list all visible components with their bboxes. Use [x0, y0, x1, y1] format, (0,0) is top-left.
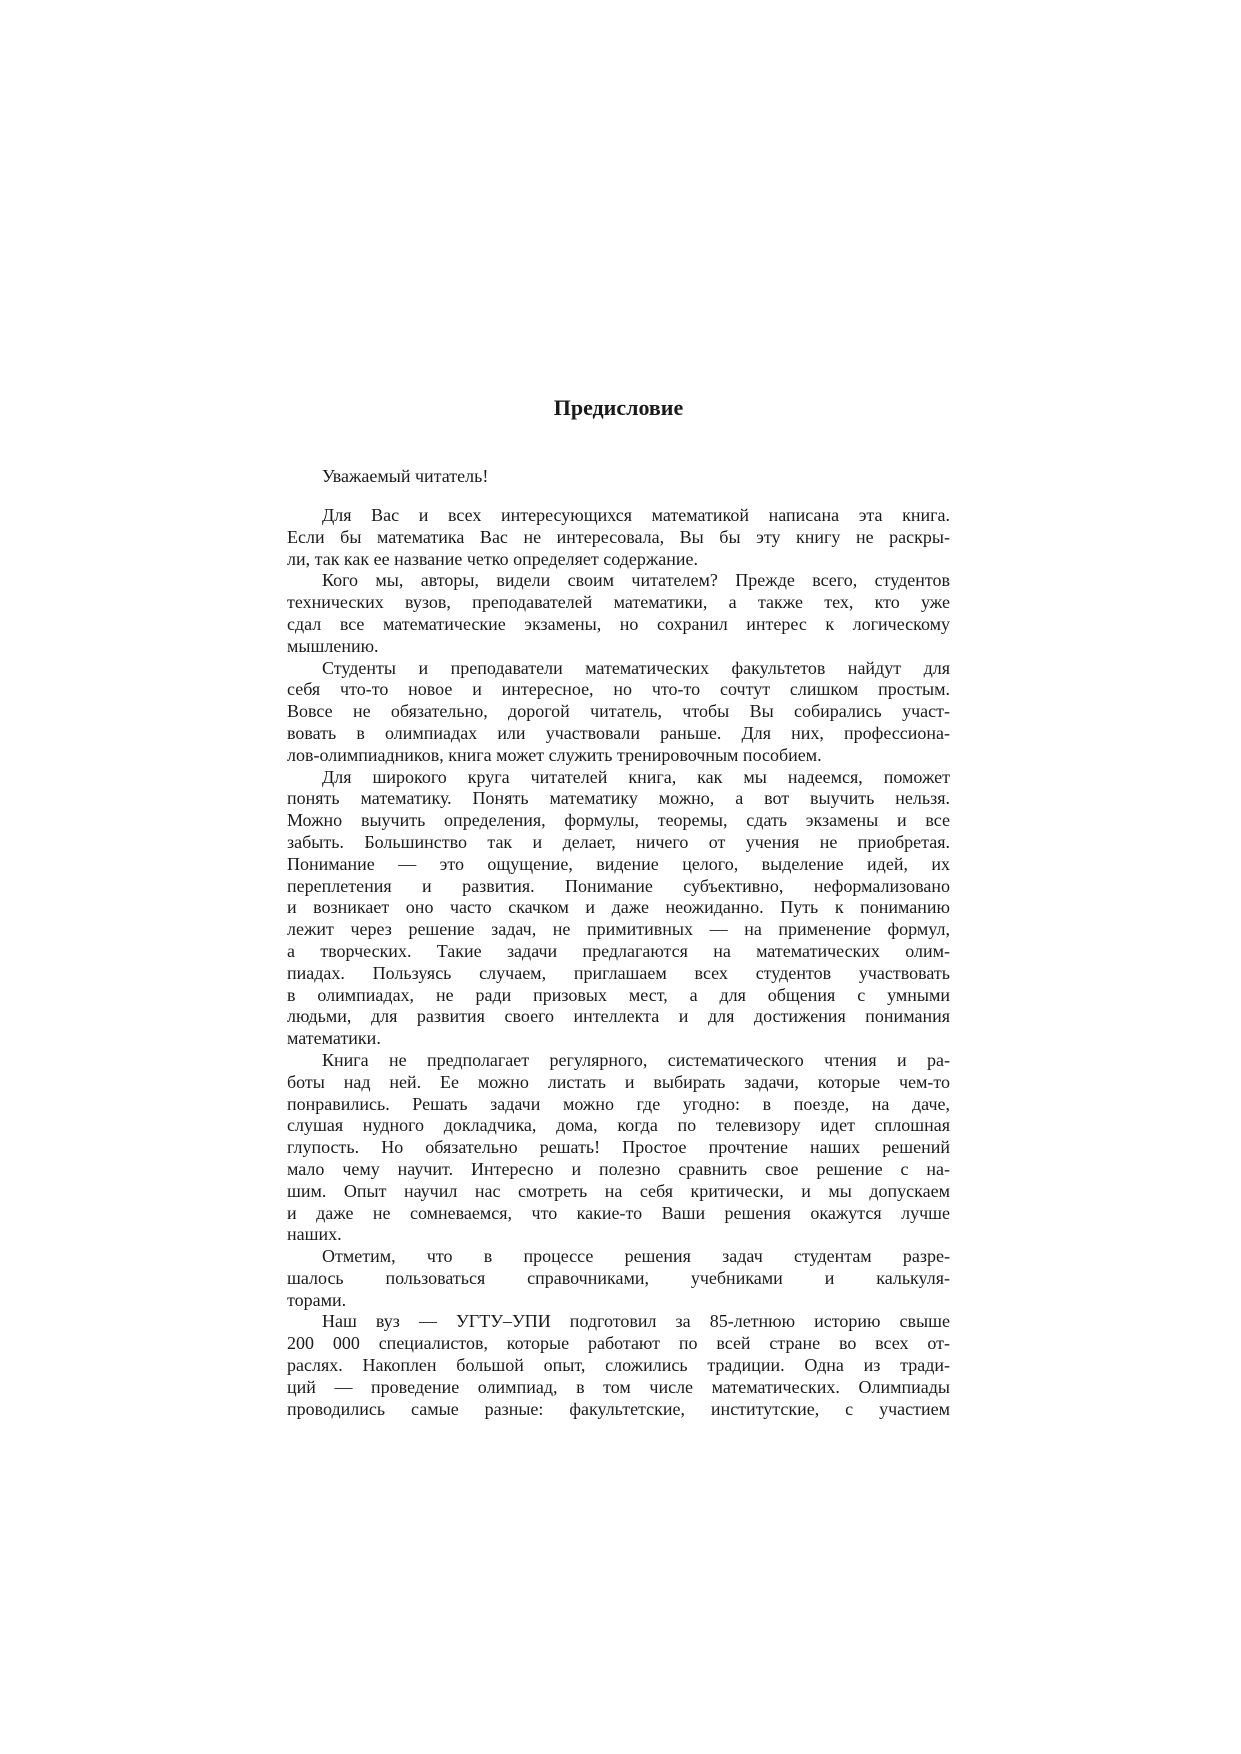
text-line: Если бы математика Вас не интересовала, Вы бы эту книгу не раскры-: [287, 526, 950, 547]
text-line: лежит через решение задач, не примитивных — на применение формул,: [287, 919, 950, 940]
text-line: людьми, для развития своего интеллекта и для достижения понимания: [287, 1006, 950, 1027]
body-text: [287, 505, 950, 1420]
text-line: а творческих. Такие задачи предлагаются на математических олим-: [287, 940, 950, 961]
text-line: пиадах. Пользуясь случаем, приглашаем всех студентов участвовать: [287, 962, 950, 983]
text-line: понять математику. Понять математику можно, а вот выучить нельзя.: [287, 788, 950, 809]
text-line: мало чему научит. Интересно и полезно сравнить свое решение с на-: [287, 1158, 950, 1179]
text-line: мышлению.: [287, 635, 379, 656]
text-line: проводились самые разные: факультетские, институтские, с участием: [287, 1398, 950, 1419]
text-line: торами.: [287, 1289, 347, 1310]
text-line: математики.: [287, 1028, 381, 1049]
text-line: Для Вас и всех интересующихся математикой написана эта книга.: [322, 505, 950, 525]
text-line: шим. Опыт научил нас смотреть на себя критически, и мы допускаем: [287, 1180, 950, 1201]
text-line: сдал все математические экзамены, но сохранил интерес к логическому: [287, 613, 950, 634]
text-line: забыть. Большинство так и делает, ничего от учения не приобретая.: [287, 831, 950, 852]
text-line: боты над ней. Ее можно листать и выбирать задачи, которые чем-то: [287, 1071, 950, 1092]
document-page: [287, 0, 950, 1754]
text-line: Кого мы, авторы, видели своим читателем? Прежде всего, студентов: [322, 570, 950, 591]
text-line: переплетения и развития. Понимание субъективно, неформализовано: [287, 875, 950, 896]
text-line: и возникает оно часто скачком и даже неожиданно. Путь к пониманию: [287, 897, 950, 918]
text-line: Можно выучить определения, формулы, теоремы, сдать экзамены и все: [287, 810, 950, 831]
text-line: глупость. Но обязательно решать! Простое прочтение наших решений: [287, 1137, 950, 1158]
text-line: в олимпиадах, не ради призовых мест, а для общения с умными: [287, 984, 950, 1005]
text-line: Понимание — это ощущение, видение целого, выделение идей, их: [287, 853, 950, 874]
text-line: вовать в олимпиадах или участвовали раньше. Для них, профессиона-: [287, 722, 950, 743]
text-line: Наш вуз — УГТУ–УПИ подготовил за 85-летнюю историю свыше: [322, 1311, 950, 1332]
text-line: лов-олимпиадников, книга может служить тренировочным пособием.: [287, 744, 822, 765]
text-line: наших.: [287, 1224, 342, 1245]
text-line: себя что-то новое и интересное, но что-то сочтут слишком простым.: [287, 679, 950, 700]
text-line: ли, так как ее название четко определяет содержание.: [287, 548, 699, 569]
text-line: шалось пользоваться справочниками, учебниками и калькуля-: [287, 1267, 950, 1288]
text-line: понравились. Решать задачи можно где угодно: в поезде, на даче,: [287, 1093, 950, 1114]
text-line: Книга не предполагает регулярного, систематического чтения и ра-: [322, 1049, 950, 1070]
text-line: слушая нудного докладчика, дома, когда по телевизору идет сплошная: [287, 1115, 950, 1136]
greeting: Уважаемый читатель!: [322, 466, 489, 486]
text-line: Отметим, что в процессе решения задач студентам разре-: [322, 1246, 950, 1267]
text-line: технических вузов, преподавателей математики, а также тех, кто уже: [287, 592, 950, 613]
text-line: Для широкого круга читателей книга, как мы надеемся, поможет: [322, 766, 950, 787]
text-line: раслях. Накоплен большой опыт, сложились традиции. Одна из тради-: [287, 1355, 950, 1376]
text-line: 200 000 специалистов, которые работают по всей стране во всех от-: [287, 1333, 950, 1354]
text-line: ций — проведение олимпиад, в том числе математических. Олимпиады: [287, 1376, 950, 1397]
page-title: Предисловие: [553, 395, 684, 420]
text-line: Вовсе не обязательно, дорогой читатель, чтобы Вы собирались участ-: [287, 701, 950, 722]
text-line: Студенты и преподаватели математических факультетов найдут для: [322, 657, 950, 678]
text-line: и даже не сомневаемся, что какие-то Ваши решения окажутся лучше: [287, 1202, 950, 1223]
